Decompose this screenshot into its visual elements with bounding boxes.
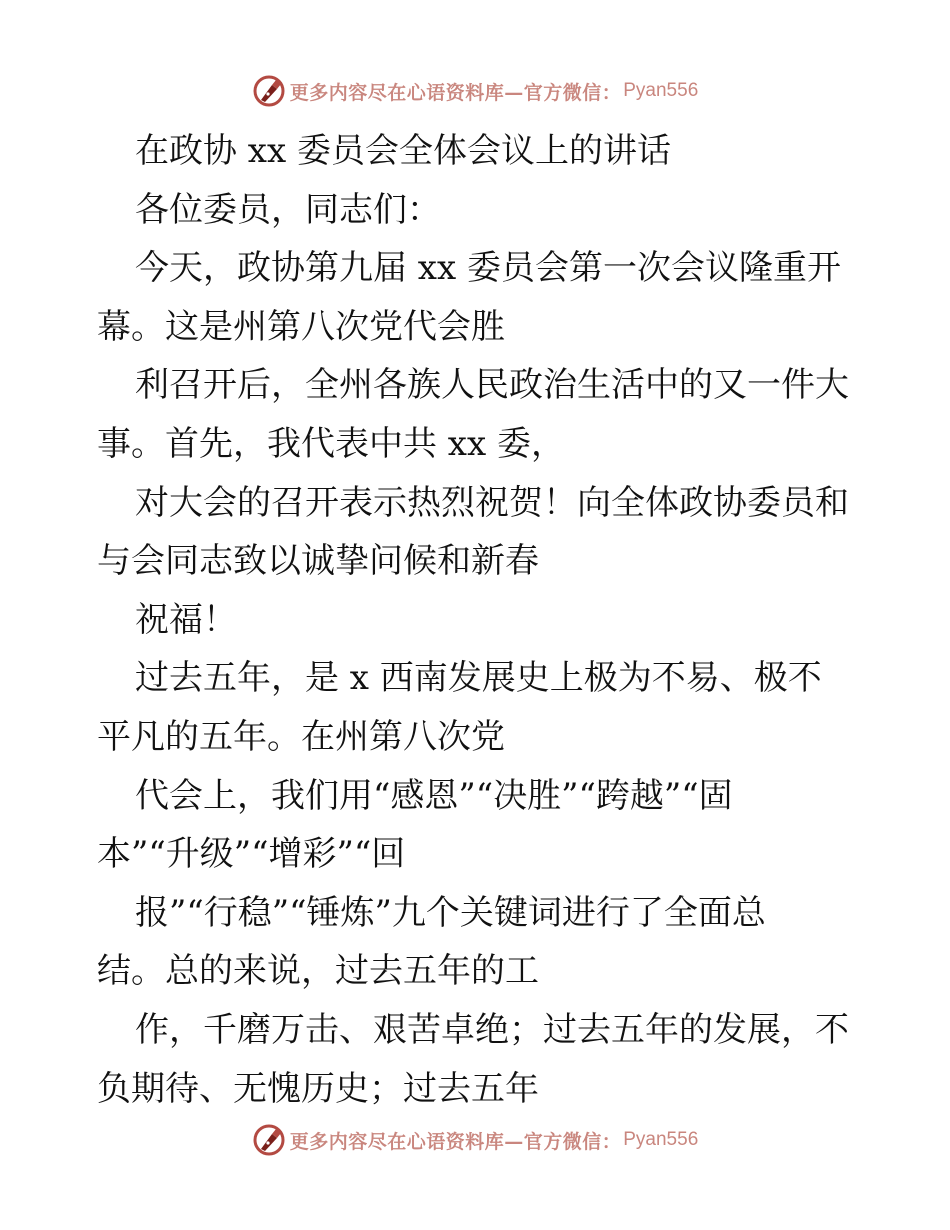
text-line: 报”“行稳”“锤炼”九个关键词进行了全面总	[135, 892, 766, 933]
text-line: 本”“升级”“增彩”“回	[97, 834, 406, 875]
text-line: 今天，政协第九届 xx 委员会第一次会议隆重开	[135, 248, 841, 289]
text-line: 利召开后，全州各族人民政治生活中的又一件大	[135, 365, 849, 406]
text-line: 作，千磨万击、艰苦卓绝；过去五年的发展，不	[135, 1009, 849, 1050]
pen-nib-circle-icon	[252, 1123, 286, 1157]
text-line: 与会同志致以诚挚问候和新春	[97, 541, 539, 582]
text-line: 幕。这是州第八次党代会胜	[97, 306, 505, 347]
banner-wechat-id: Pyan556	[623, 80, 699, 101]
footer-banner	[0, 1120, 950, 1160]
text-line: 结。总的来说，过去五年的工	[97, 951, 539, 992]
text-line: 平凡的五年。在州第八次党	[97, 716, 505, 757]
text-line: 各位委员，同志们：	[135, 189, 441, 230]
document-body	[97, 122, 857, 1118]
pen-nib-circle-icon	[252, 74, 286, 108]
text-line: 祝福！	[135, 599, 237, 640]
header-banner	[0, 71, 950, 111]
text-line: 对大会的召开表示热烈祝贺！向全体政协委员和	[135, 482, 849, 523]
text-line: 在政协 xx 委员会全体会议上的讲话	[135, 131, 671, 171]
banner-wechat-id: Pyan556	[623, 1129, 699, 1150]
text-line: 负期待、无愧历史；过去五年	[97, 1068, 539, 1109]
banner-text: 更多内容尽在心语资料库—官方微信：	[289, 81, 622, 104]
banner-text: 更多内容尽在心语资料库—官方微信：	[289, 1130, 622, 1153]
text-line: 代会上，我们用“感恩”“决胜”“跨越”“固	[135, 775, 733, 816]
text-line: 过去五年，是 x 西南发展史上极为不易、极不	[135, 658, 822, 699]
text-line: 事。首先，我代表中共 xx 委，	[97, 423, 565, 464]
